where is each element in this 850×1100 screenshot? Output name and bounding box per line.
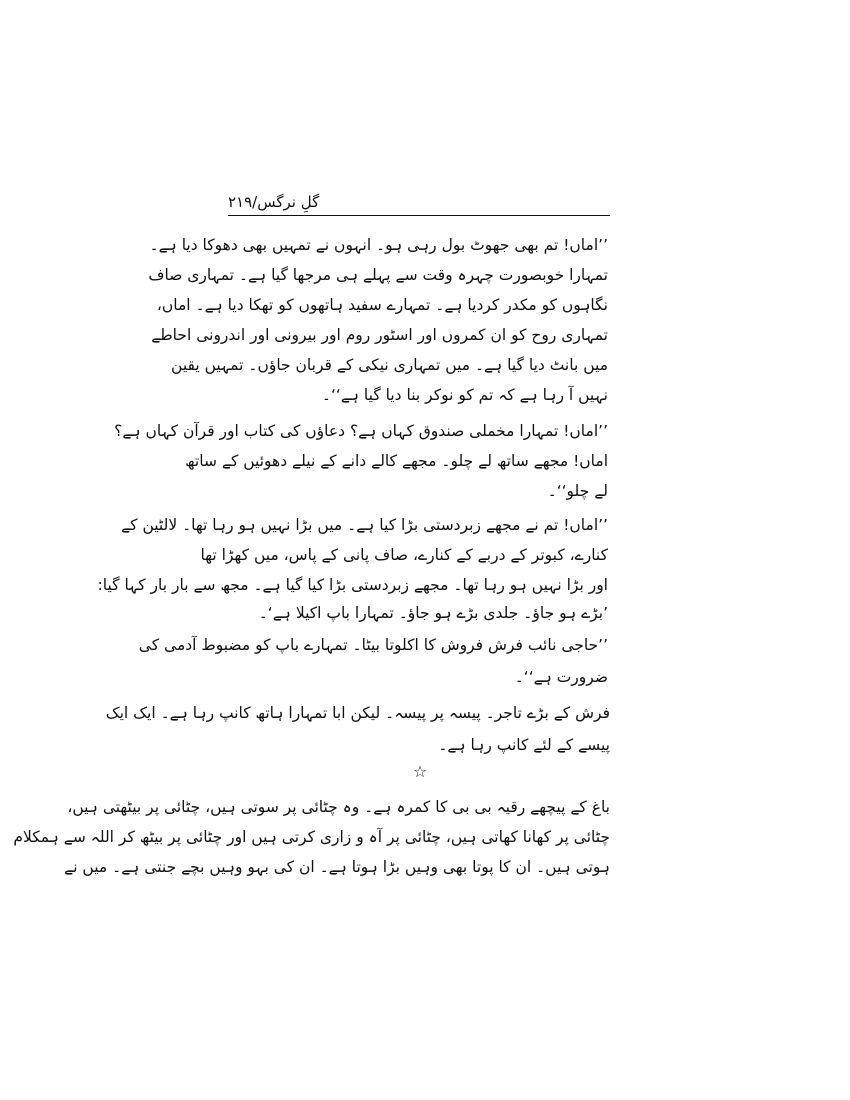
text-line: نگاہوں کو مکدر کردیا ہے۔ تمہارے سفید ہاتھوں کو تھکا دیا ہے۔ اماں، (156, 296, 608, 314)
text-line: چٹائی پر کھانا کھاتی ہیں، چٹائی پر آہ و زاری کرتی ہیں اور چٹائی پر بیٹھ کر اللہ سے ہمکلام (13, 828, 610, 846)
text-line: اور بڑا نہیں ہو رہا تھا۔ مجھے زبردستی بڑا کیا گیا ہے۔ مجھ سے بار بار کہا گیا: (97, 576, 608, 594)
text-line: ’’حاجی نائب فرش فروش کا اکلوتا بیٹا۔ تمہارے باپ کو مضبوط آدمی کی (138, 636, 608, 654)
text-line: میں بانٹ دیا گیا ہے۔ میں تمہاری نیکی کے قربان جاؤں۔ تمہیں یقین (171, 356, 608, 374)
text-line: ’’اماں! تم بھی جھوٹ بول رہی ہو۔ انہوں نے تمہیں بھی دھوکا دیا ہے۔ (149, 236, 608, 254)
text-line: ’’اماں! تم نے مجھے زبردستی بڑا کیا ہے۔ میں بڑا نہیں ہو رہا تھا۔ لالٹین کے (121, 516, 608, 534)
text-line: ’’اماں! تمہارا مخملی صندوق کہاں ہے؟ دعاؤں کی کتاب اور قرآن کہاں ہے؟ (114, 422, 608, 440)
text-line: اماں! مجھے ساتھ لے چلو۔ مجھے کالے دانے کے نیلے دھوئیں کے ساتھ (185, 452, 608, 470)
text-line: پیسے کے لئے کانپ رہا ہے۔ (438, 736, 610, 754)
text-line: فرش کے بڑے تاجر۔ پیسہ پر پیسہ۔ لیکن ابا تمہارا ہاتھ کانپ رہا ہے۔ ایک ایک (105, 704, 610, 722)
text-line: لے چلو‘‘۔ (547, 482, 608, 500)
running-head: گلِ نرگس/٢١٩ (228, 193, 320, 211)
text-line: ہوتی ہیں۔ ان کا پوتا بھی وہیں بڑا ہوتا ہے۔ ان کی بہو وہیں بچے جنتی ہے۔ میں نے (64, 858, 610, 876)
text-line: ’بڑے ہو جاؤ۔ جلدی بڑے ہو جاؤ۔ تمہارا باپ اکیلا ہے‘۔ (258, 604, 608, 622)
text-line: نہیں آ رہا ہے کہ تم کو نوکر بنا دیا گیا ہے‘‘۔ (321, 386, 608, 404)
text-line: تمہاری روح کو ان کمروں اور اسٹور روم اور بیرونی اور اندرونی احاطے (151, 326, 608, 344)
text-line: کنارے، کبوتر کے دربے کے کنارے، صاف پانی کے پاس، میں کھڑا تھا (200, 546, 608, 564)
text-line: تمہارا خوبصورت چہرہ وقت سے پہلے ہی مرجھا گیا ہے۔ تمہاری صاف (148, 266, 608, 284)
text-line: باغ کے پیچھے رقیہ بی بی کا کمرہ ہے۔ وہ چٹائی پر سوتی ہیں، چٹائی پر بیٹھتی ہیں، (67, 798, 610, 816)
text-line: ضرورت ہے‘‘۔ (514, 668, 608, 686)
section-separator-star: ☆ (412, 762, 428, 781)
